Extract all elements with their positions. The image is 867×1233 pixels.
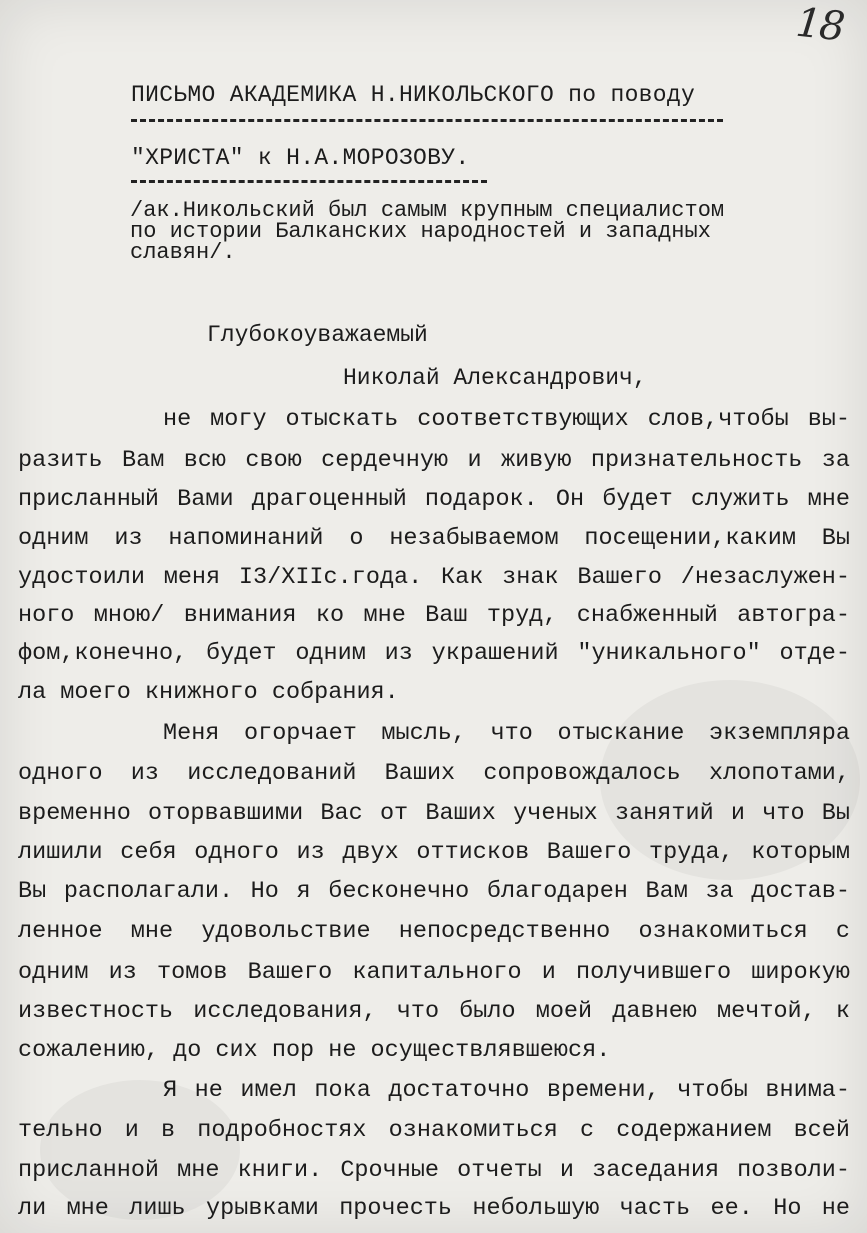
body-line: ли мне лишь урывками прочесть небольшую часть ее. Но не [18, 1195, 850, 1222]
salutation-line-1: Глубокоуважаемый [207, 322, 428, 348]
body-line: ла моего книжного собрания. [18, 679, 399, 706]
title-underline-2 [131, 180, 487, 183]
body-line: одного из исследований Ваших сопровождалось хлопотами, [18, 760, 850, 787]
note-line-3: славян/. [130, 240, 236, 265]
body-line: известность исследования, что было моей давнею мечтой, к [18, 998, 850, 1025]
handwritten-page-number: 18 [793, 0, 846, 51]
body-line: сожалению, до сих пор не осуществлявшеюся. [18, 1037, 611, 1064]
body-line: лишили себя одного из двух оттисков Вашего труда, которым [18, 839, 850, 866]
title-underline-1 [131, 119, 723, 122]
title-line-2: "ХРИСТА" к Н.А.МОРОЗОВУ. [131, 145, 470, 171]
body-line: разить Вам всю свою сердечную и живую признательность за [18, 447, 850, 474]
body-line: ного мною/ внимания ко мне Ваш труд, снабженный автогра- [18, 602, 850, 629]
body-line: Я не имел пока достаточно времени, чтобы внима- [163, 1077, 850, 1104]
body-line: одним из томов Вашего капитального и получившего широкую [18, 959, 850, 986]
body-line: Меня огорчает мысль, что отыскание экземпляра [163, 720, 850, 747]
body-line: фом,конечно, будет одним из украшений "уникального" отде- [18, 640, 850, 667]
editorial-note [130, 200, 724, 263]
body-line: временно оторвавшими Вас от Ваших ученых занятий и что Вы [18, 800, 850, 827]
body-line: Вы располагали. Но я бесконечно благодарен Вам за достав- [18, 878, 850, 905]
body-line: тельно и в подробностях ознакомиться с содержанием всей [18, 1117, 850, 1144]
body-line: присланной мне книги. Срочные отчеты и заседания позволи- [18, 1157, 850, 1184]
note-line-1: /ак.Никольский был самым крупным специалистом [130, 198, 725, 223]
body-line: не могу отыскать соответствующих слов,чтобы вы- [163, 406, 850, 433]
title-line-1: ПИСЬМО АКАДЕМИКА Н.НИКОЛЬСКОГО по поводу [131, 82, 696, 108]
body-line: присланный Вами драгоценный подарок. Он будет служить мне [18, 486, 850, 513]
note-line-2: по истории Балканских народностей и западных [130, 219, 711, 244]
body-line: ленное мне удовольствие непосредственно ознакомиться с [18, 918, 850, 945]
body-line: удостоили меня I3/XIIс.года. Как знак Вашего /незаслужен- [18, 564, 850, 591]
body-line: одним из напоминаний о незабываемом посещении,каким Вы [18, 525, 850, 552]
salutation-line-2: Николай Александрович, [343, 365, 647, 391]
